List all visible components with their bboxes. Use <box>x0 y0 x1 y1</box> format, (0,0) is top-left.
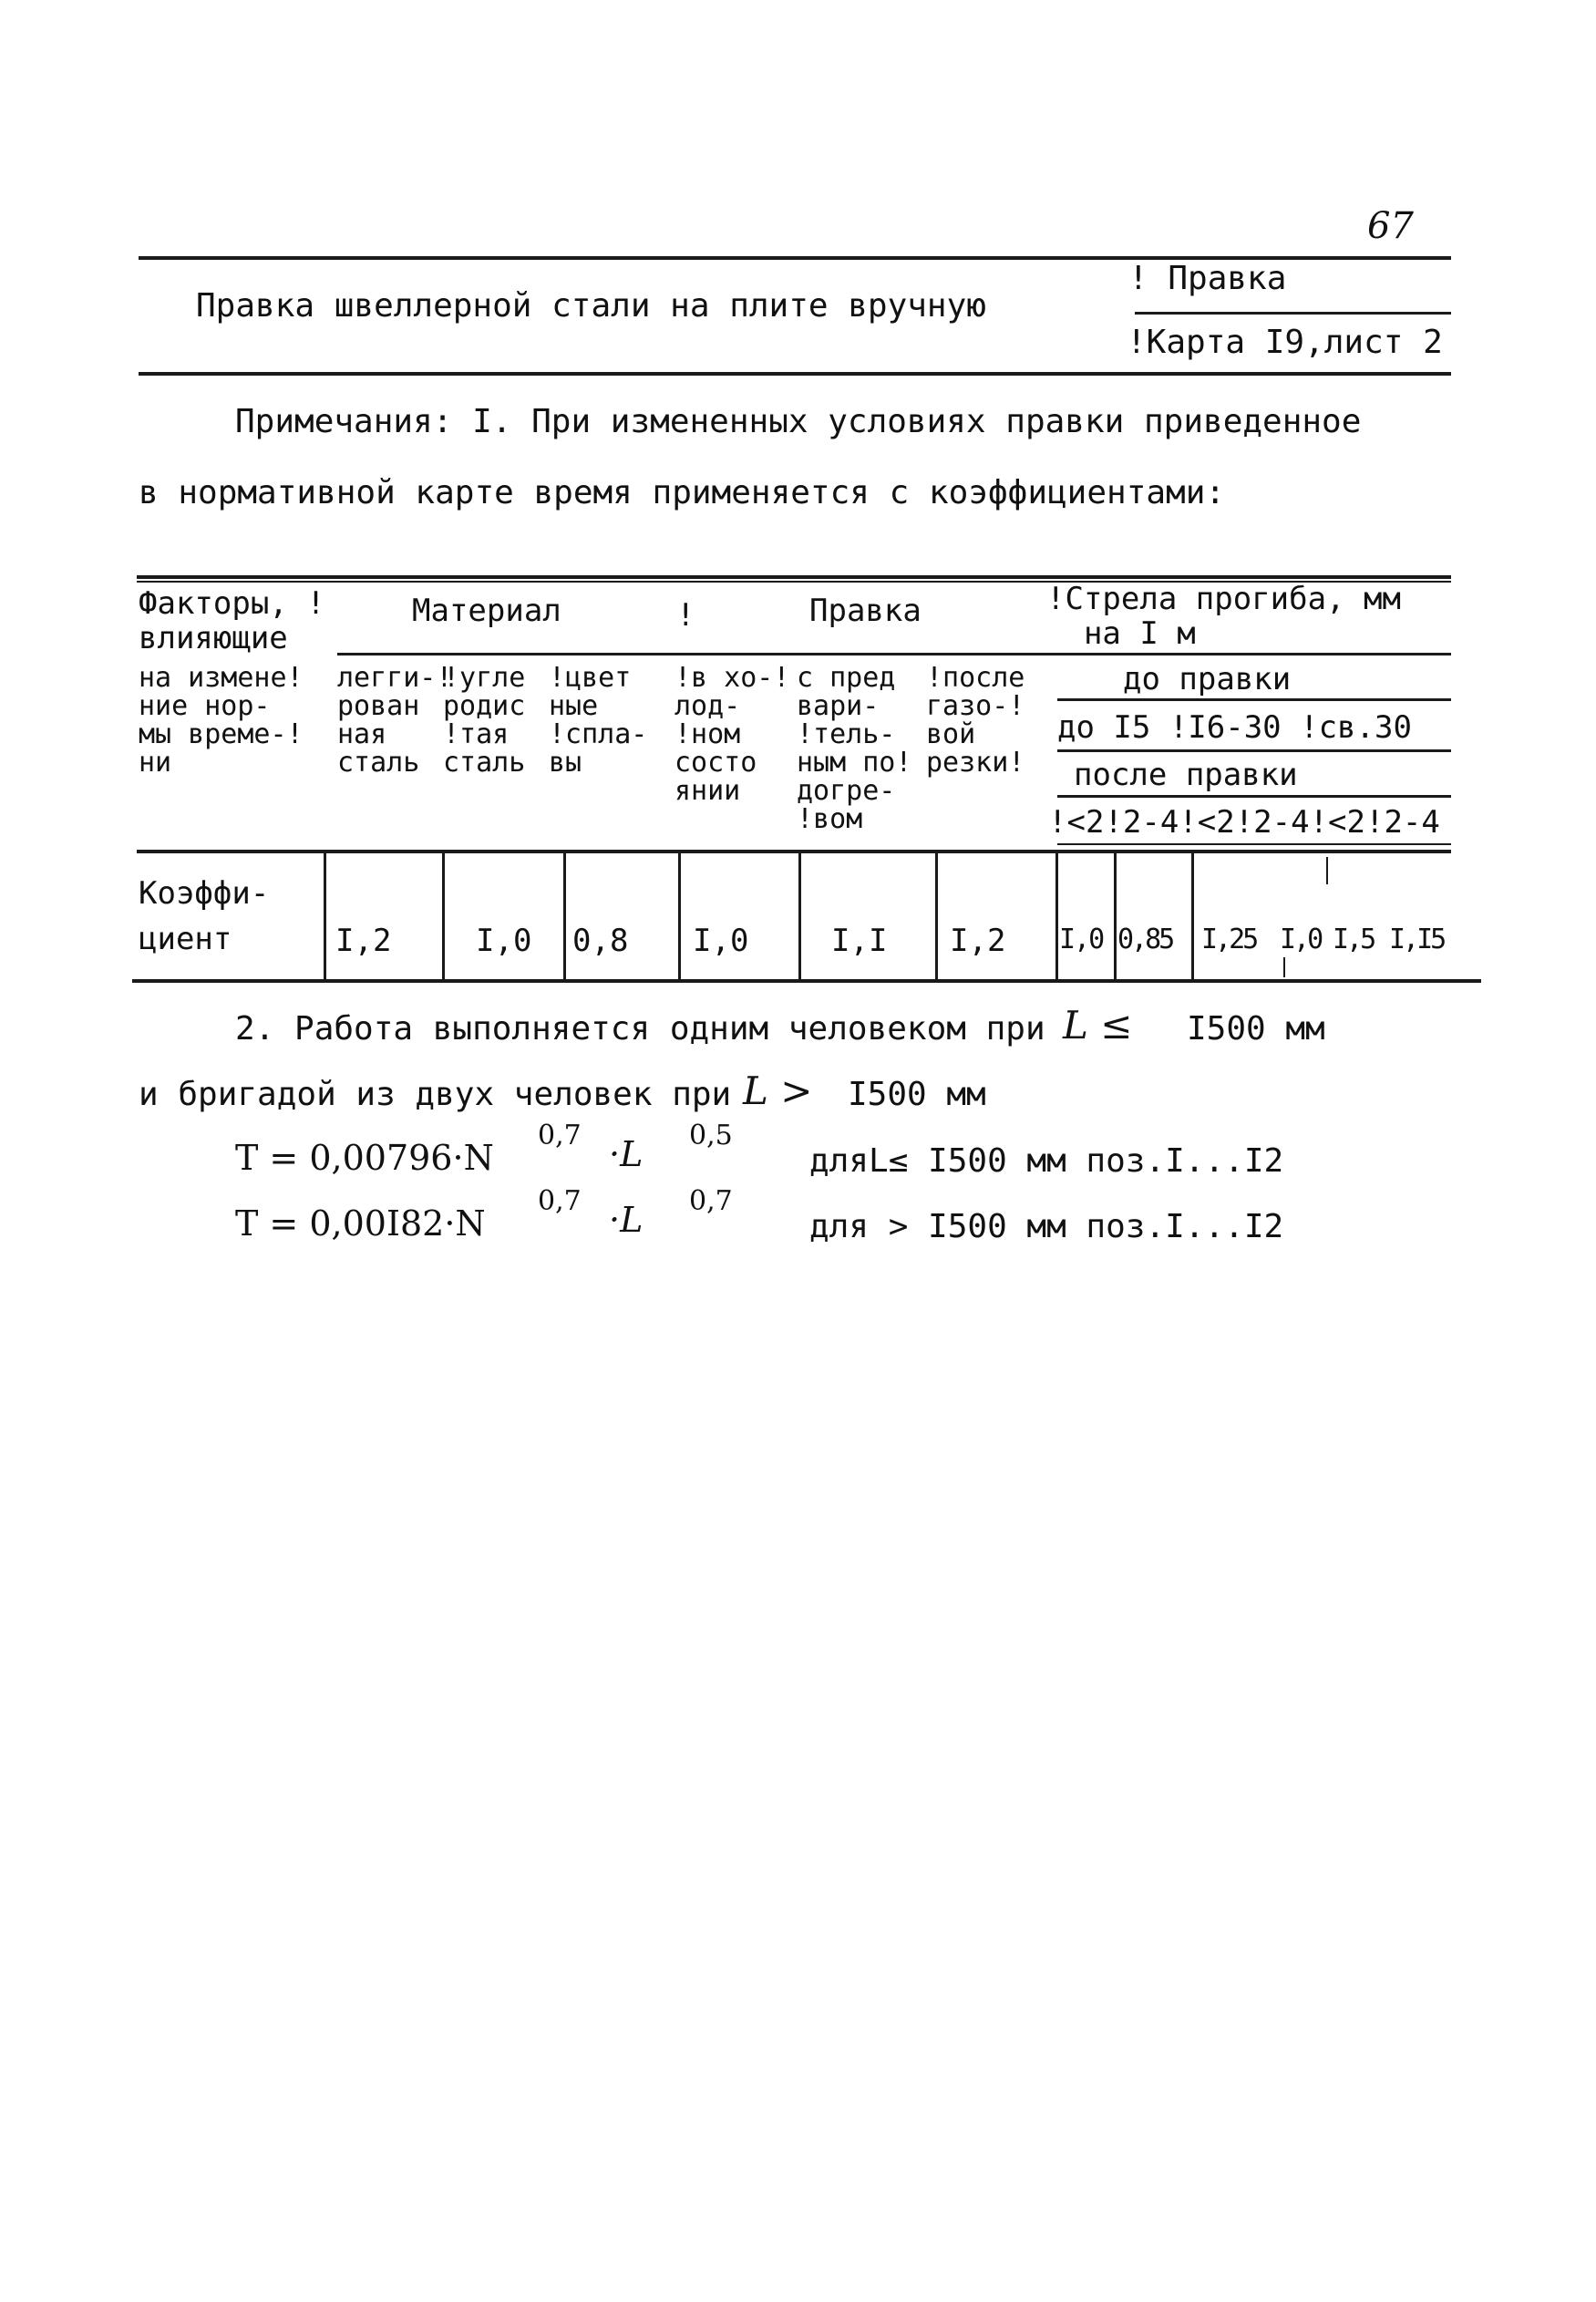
col-divider-5 <box>798 853 801 981</box>
value-cell: I,0 <box>693 923 749 959</box>
group-material: Материал <box>412 593 561 629</box>
col-divider-11 <box>1283 957 1285 977</box>
col-divider-8 <box>1114 853 1117 981</box>
note-2-value-2: I500 мм <box>848 1076 986 1113</box>
formula-2-condition: для > I500 мм поз.I...I2 <box>809 1208 1284 1245</box>
deflection-ranges: до I5 !I6-30 !св.30 <box>1057 709 1412 746</box>
header-bottom-rule <box>139 372 1451 376</box>
group-pravka: Правка <box>809 593 922 629</box>
col-divider-6 <box>935 853 938 981</box>
length-symbol-gt: L > <box>743 1068 813 1113</box>
pravka-gas-cut: !после газо-! вой резки! <box>926 662 1025 779</box>
group-strela: !Стрела прогиба, мм на I м <box>1046 581 1401 652</box>
note-2-line-2: и бригадой из двух человек при <box>139 1076 732 1113</box>
value-cell: I,0 <box>1059 924 1104 955</box>
col-divider-4 <box>678 853 681 981</box>
formula-2-exponent-2: 0,7 <box>689 1185 733 1217</box>
formula-2-length: ·L <box>609 1200 644 1240</box>
header-mid-rule <box>1135 312 1451 315</box>
subranges-rule <box>1057 843 1451 845</box>
value-cell: I,2 <box>335 923 392 959</box>
pravka-cold: !в хо-! лод- !ном состо янии <box>674 662 790 807</box>
note-1-line-1: Примечания: I. При измененных условиях правки приведенное <box>235 403 1362 440</box>
factors-column: на измене! ние нор- мы време-! ни <box>139 662 304 779</box>
note-2-line-1: 2. Работа выполняется одним человеком при <box>235 1010 1045 1048</box>
subranges: !<2!2-4!<2!2-4!<2!2-4 <box>1048 804 1440 841</box>
col-divider-1 <box>324 853 326 981</box>
value-cell: 0,85 <box>1117 924 1173 955</box>
formula-2-exponent-1: 0,7 <box>538 1185 582 1217</box>
table-bottom-rule <box>132 979 1481 983</box>
formula-1-length: ·L <box>609 1134 644 1174</box>
group-separator: ! <box>676 597 695 634</box>
formula-1-condition: дляL≤ I500 мм поз.I...I2 <box>809 1142 1284 1180</box>
col-divider-10 <box>1326 857 1328 884</box>
section-label: ! Правка <box>1128 260 1287 297</box>
formula-1-exponent-2: 0,5 <box>689 1120 733 1151</box>
value-cell: I,0 <box>1280 924 1322 955</box>
value-cell: I,2 <box>950 923 1006 959</box>
note-2-value-1: I500 мм <box>1187 1010 1325 1048</box>
value-cell: I,I5 <box>1389 924 1445 955</box>
ranges-rule <box>1057 749 1451 752</box>
factors-header-1: Факторы, ! <box>139 585 325 622</box>
material-carbon: !угле родис !тая сталь <box>443 662 526 779</box>
note-1-line-2: в нормативной карте время применяется с коэффициентами: <box>139 474 1226 511</box>
col-divider-2 <box>442 853 445 981</box>
col-divider-9 <box>1191 853 1194 981</box>
value-cell: 0,8 <box>572 923 629 959</box>
material-nonferrous: !цвет ные !спла- вы <box>549 662 648 779</box>
pravka-preheat: с пред вари- !тель- ным по! догре- !вом <box>797 662 912 835</box>
after-straightening: после правки <box>1074 757 1298 793</box>
value-cell: I,5 <box>1333 924 1375 955</box>
table-top-rule <box>137 575 1451 579</box>
after-rule <box>1057 795 1451 798</box>
header-row-rule <box>137 850 1451 853</box>
page-number: 67 <box>1367 205 1414 247</box>
formula-2-main: T = 0,00I82·N <box>235 1203 486 1244</box>
value-cell: I,I <box>831 923 888 959</box>
col-divider-3 <box>563 853 566 981</box>
material-alloyed: легги-! рован ная сталь <box>337 662 453 779</box>
formula-1-exponent-1: 0,7 <box>538 1120 582 1151</box>
before-straightening: до правки <box>1123 661 1292 697</box>
value-cell: I,0 <box>476 923 532 959</box>
before-rule <box>1057 698 1451 701</box>
length-symbol-le: L ≤ <box>1063 1003 1133 1048</box>
col-divider-7 <box>1055 853 1058 981</box>
document-title: Правка швеллерной стали на плите вручную <box>196 287 986 325</box>
factors-header-2: влияющие <box>139 620 288 656</box>
formula-1-main: T = 0,00796·N <box>235 1138 494 1178</box>
group-rule <box>337 653 1451 656</box>
row-label-coefficient: Коэффи- циент <box>139 875 270 957</box>
value-cell: I,25 <box>1201 924 1257 955</box>
card-label: !Карта I9,лист 2 <box>1127 324 1443 361</box>
